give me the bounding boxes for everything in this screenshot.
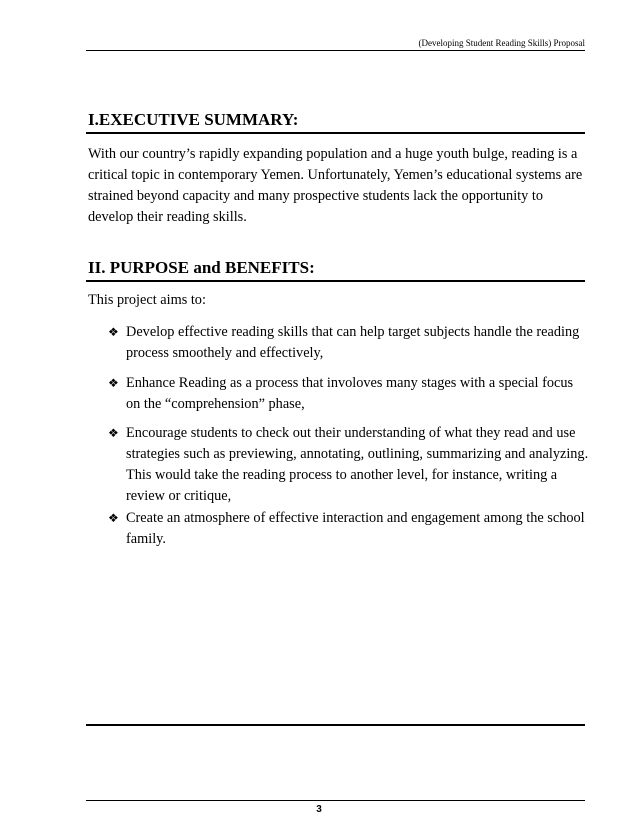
- page-number: 3: [316, 804, 322, 815]
- list-item: [108, 508, 590, 550]
- footer-thin-rule: [86, 800, 585, 801]
- diamond-bullet-icon: ❖: [108, 325, 119, 339]
- purpose-intro-text: This project aims to:: [88, 292, 206, 308]
- list-item: [108, 373, 590, 415]
- list-item-text: Enhance Reading as a process that involoves many stages with a special focus on the “comprehension” phase,: [126, 375, 574, 412]
- executive-summary-heading: I.EXECUTIVE SUMMARY:: [88, 110, 299, 129]
- footer-rule: [86, 724, 585, 726]
- diamond-bullet-icon: ❖: [108, 376, 119, 390]
- diamond-bullet-icon: ❖: [108, 426, 119, 440]
- heading-rule: [86, 132, 585, 134]
- executive-summary-paragraph: With our country’s rapidly expanding population and a huge youth bulge, reading is a critical topic in contemporary Yemen. Unfortunately, Yemen’s educational systems are strained beyond capacity and many prospective students lack the opportunity to develop their reading skills.: [88, 146, 583, 225]
- diamond-bullet-icon: ❖: [108, 511, 119, 525]
- list-item-text: Encourage students to check out their understanding of what they read and use strategies such as previewing, annotating, outlining, summarizing and analyzing. This would take the reading process to another level, for instance, writing a review or critique,: [126, 425, 589, 504]
- list-item-text: Create an atmosphere of effective interaction and engagement among the school family.: [126, 510, 585, 547]
- list-item: [108, 322, 590, 364]
- heading-rule: [86, 280, 585, 282]
- running-header: (Developing Student Reading Skills) Proposal: [418, 38, 585, 48]
- header-rule: [86, 50, 585, 51]
- purpose-benefits-heading: II. PURPOSE and BENEFITS:: [88, 258, 315, 277]
- list-item: [108, 423, 590, 507]
- list-item-text: Develop effective reading skills that can help target subjects handle the reading process smoothely and effectively,: [126, 324, 580, 361]
